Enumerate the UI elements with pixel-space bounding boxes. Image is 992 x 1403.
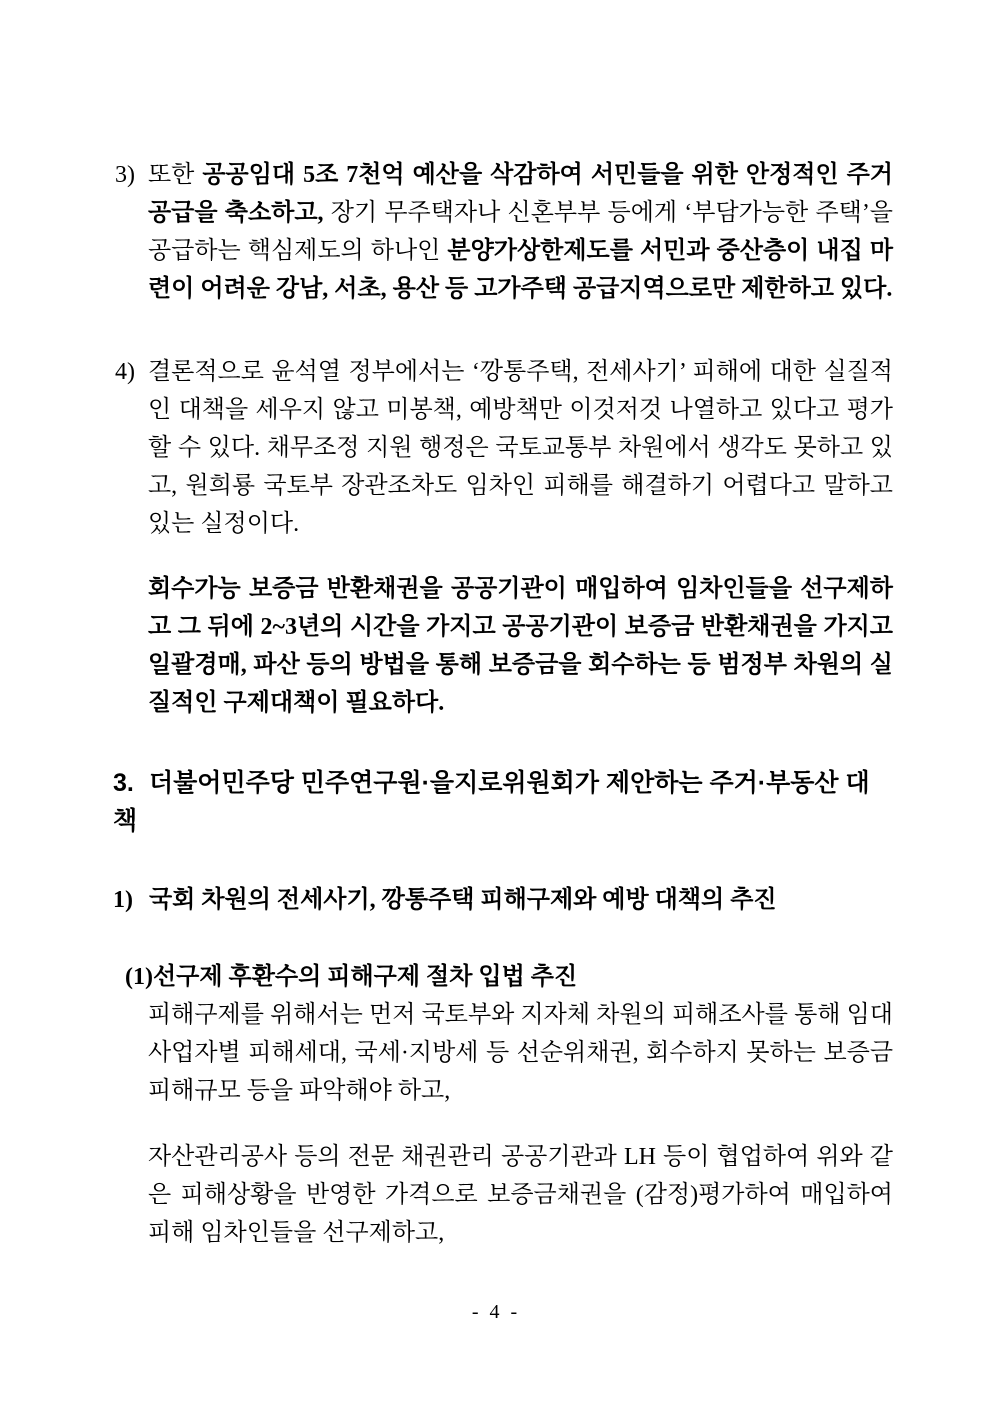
item-1-body (148, 996, 893, 1110)
paragraph-3-marker: 3) (115, 162, 135, 188)
paragraph-3 (115, 156, 893, 308)
item-1-body-text: 피해구제를 위해서는 먼저 국토부와 지자체 차원의 피해조사를 통해 임대사업자별 피해세대, 국세·지방세 등 선순위채권, 회수하지 못하는 보증금 피해규모 등을 파악해야 하고, (148, 1002, 893, 1104)
paragraph-3-text: 또한 공공임대 5조 7천억 예산을 삭감하여 서민들을 위한 안정적인 주거 공급을 축소하고, 장기 무주택자나 신혼부부 등에게 ‘부담가능한 주택’을 공급하는 핵심제도의 하나인 분양가상한제도를 서민과 중산층이 내집 마련이 어려운 강남, 서초, 용산 등 고가주택 공급지역으로만 제한하고 있다. (148, 162, 894, 302)
paragraph-4-marker: 4) (115, 359, 135, 385)
section-3-heading (113, 764, 893, 840)
page-number: - 4 - (471, 1301, 521, 1323)
section-3-heading-marker: 3. (113, 769, 134, 797)
paragraph-4-text: 결론적으로 윤석열 정부에서는 ‘깡통주택, 전세사기’ 피해에 대한 실질적인 대책을 세우지 않고 미봉책, 예방책만 이것저것 나열하고 있다고 평가할 수 있다. 채무조정 지원 행정은 국토교통부 차원에서 생각도 못하고 있고, 원희룡 국토부 장관조차도 임차인 피해를 해결하기 어렵다고 말하고 있는 실정이다. (148, 359, 893, 537)
item-1-body-2 (148, 1138, 893, 1252)
section-3-heading-title: 더불어민주당 민주연구원·을지로위원회가 제안하는 주거·부동산 대책 (113, 769, 870, 835)
item-1-block (115, 958, 893, 1110)
item-1-heading-marker: (1) (125, 964, 153, 990)
item-1-heading-title: 선구제 후환수의 피해구제 절차 입법 추진 (153, 964, 578, 990)
subsection-1-heading-marker: 1) (113, 887, 133, 913)
item-1-heading (125, 958, 893, 996)
emphasis-paragraph-text: 회수가능 보증금 반환채권을 공공기관이 매입하여 임차인들을 선구제하고 그 뒤에 2~3년의 시간을 가지고 공공기관이 보증금 반환채권을 가지고 일괄경매, 파산 등의 방법을 통해 보증금을 회수하는 등 범정부 차원의 실질적인 구제대책이 필요하다. (148, 576, 893, 716)
paragraph-4 (115, 353, 893, 543)
item-1-body-2-text: 자산관리공사 등의 전문 채권관리 공공기관과 LH 등이 협업하여 위와 같은 피해상황을 반영한 가격으로 보증금채권을 (감정)평가하여 매입하여 피해 임차인들을 선구제하고, (148, 1144, 893, 1246)
subsection-1-heading-title: 국회 차원의 전세사기, 깡통주택 피해구제와 예방 대책의 추진 (149, 887, 777, 913)
subsection-1-heading (113, 881, 893, 919)
emphasis-paragraph (148, 570, 893, 722)
